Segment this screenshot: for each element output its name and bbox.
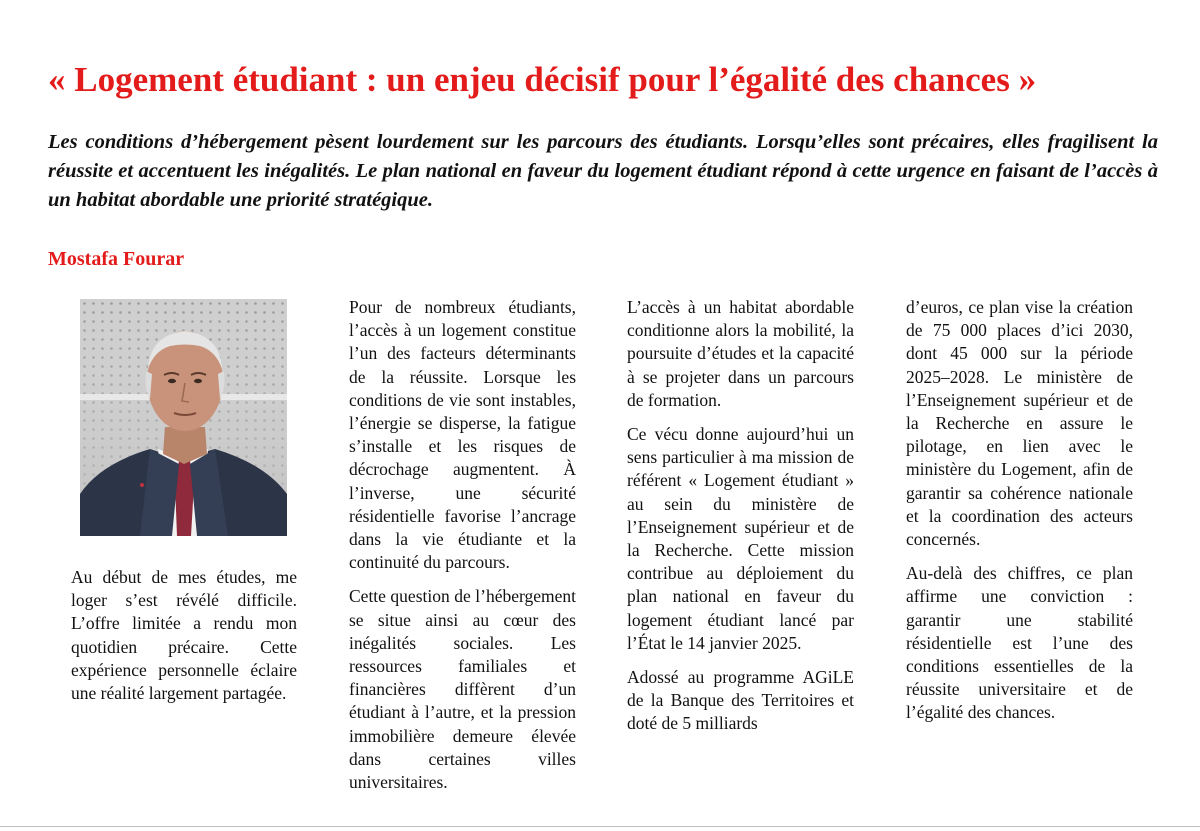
article-column-3: [906, 296, 1133, 736]
paragraph: Adossé au programme AGiLE de la Banque des Territoires et doté de 5 milliards: [627, 667, 854, 734]
article-lead: Les conditions d’hébergement pèsent lourdement sur les parcours des étudiants. Lorsqu’elles sont précaires, elles fragilisent la réussite et accentuent les inégalités. Le plan national en faveur du logement étudiant répond à cette urgence en faisant de l’accès à un habitat abordable une priorité stratégique.: [48, 131, 1158, 211]
bottom-divider: [0, 826, 1200, 827]
article-column-2: [627, 296, 854, 747]
paragraph: L’accès à un habitat abordable conditionne alors la mobilité, la poursuite d’études et la capacité à se projeter dans un parcours de formation.: [627, 297, 854, 410]
paragraph: Cette question de l’hébergement se situe ainsi au cœur des inégalités sociales. Les ressources familiales et financières diffèrent d’un étudiant à l’autre, et la pression immobilière demeure élevée dans certaines villes universitaires.: [349, 586, 576, 793]
author-name: Mostafa Fourar: [48, 248, 185, 270]
article-title: « Logement étudiant : un enjeu décisif pour l’égalité des chances »: [48, 60, 1037, 99]
photo-caption: Au début de mes études, me loger s’est révélé difficile. L’offre limitée a rendu mon quotidien précaire. Cette expérience personnelle éclaire une réalité largement partagée.: [71, 567, 297, 704]
paragraph: Ce vécu donne aujourd’hui un sens particulier à ma mission de référent « Logement étudiant » au sein du ministère de l’Enseignement supérieur et de la Recherche. Cette mission contribue au déploiement du plan national en faveur du logement étudiant lancé par l’État le 14 janvier 2025.: [627, 424, 854, 653]
author-photo: [80, 299, 287, 536]
article-column-1: [349, 296, 576, 805]
paragraph: Pour de nombreux étudiants, l’accès à un logement constitue l’un des facteurs déterminants de la réussite. Lorsque les conditions de vie sont instables, l’énergie se disperse, la fatigue s’installe et les risques de décrochage augmentent. À l’inverse, une sécurité résidentielle favorise l’ancrage dans la vie étudiante et la continuité du parcours.: [349, 297, 576, 573]
paragraph: Au-delà des chiffres, ce plan affirme une conviction : garantir une stabilité résidentielle est l’une des conditions essentielles de la réussite universitaire et de l’égalité des chances.: [906, 563, 1133, 723]
paragraph: d’euros, ce plan vise la création de 75 000 places d’ici 2030, dont 45 000 sur la période 2025–2028. Le ministère de l’Enseignement supérieur et de la Recherche en assure le pilotage, en lien avec le ministère du Logement, afin de garantir sa cohérence nationale et la coordination des acteurs concernés.: [906, 297, 1133, 550]
